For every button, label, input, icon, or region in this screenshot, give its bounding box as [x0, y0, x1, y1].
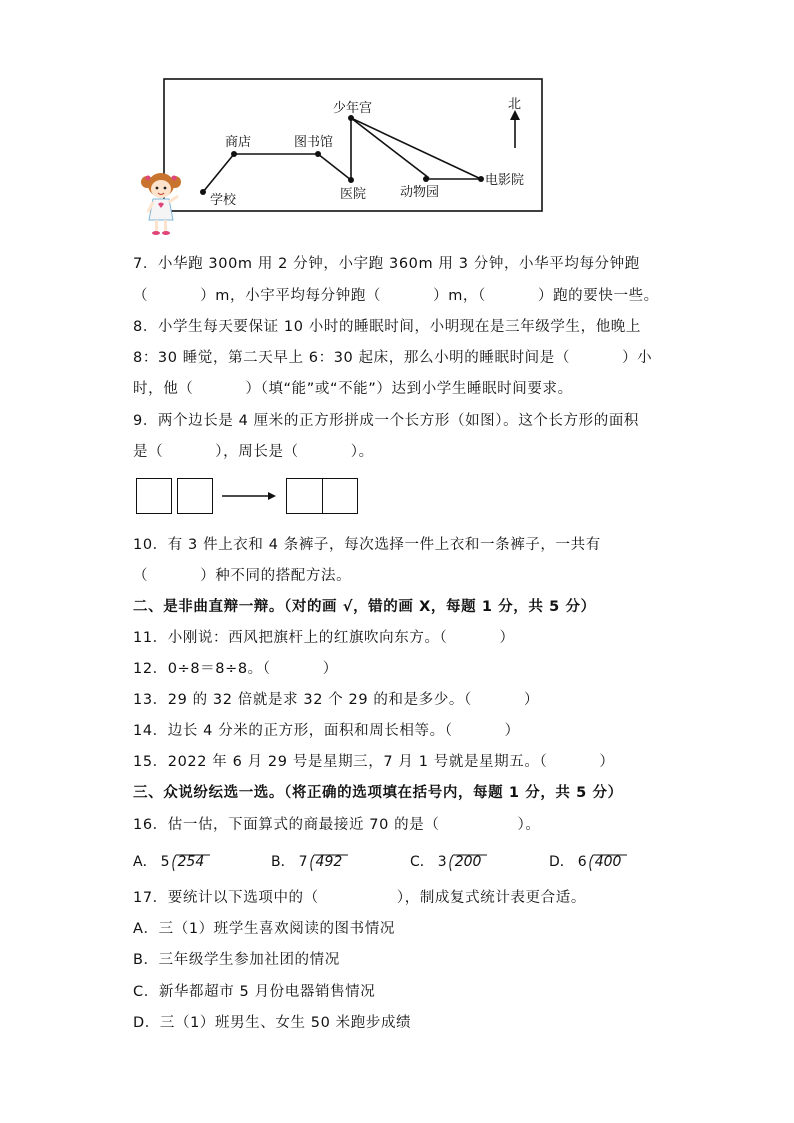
- q17-option-c: C．新华都超市 5 月份电器销售情况: [133, 984, 376, 1000]
- q16: 16．估一估，下面算式的商最接近 70 的是（ ）。: [133, 817, 541, 833]
- q13: 13．29 的 32 倍就是求 32 个 29 的和是多少。（ ）: [133, 692, 540, 708]
- label-zoo: 动物园: [400, 185, 440, 200]
- route-map: [130, 78, 550, 238]
- q17-option-a: A．三（1）班学生喜欢阅读的图书情况: [133, 921, 395, 937]
- q16-option-a: A． 5 254: [133, 854, 205, 870]
- square-left: [136, 478, 172, 514]
- q12: 12．0÷8＝8÷8。（ ）: [133, 661, 338, 677]
- q17-option-b: B．三年级学生参加社团的情况: [133, 952, 340, 968]
- zoo-dot: [423, 176, 429, 182]
- arrow-right-icon: [222, 488, 278, 504]
- q17-option-d: D．三（1）班男生、女生 50 米跑步成绩: [133, 1015, 412, 1031]
- q16-option-d: D． 6 400: [549, 854, 622, 870]
- q8-line1: 8．小学生每天要保证 10 小时的睡眠时间，小明现在是三年级学生，他晚上: [133, 319, 641, 335]
- cinema-dot: [478, 176, 484, 182]
- q16-option-b: B． 7 492: [271, 854, 343, 870]
- q8-line3: 时，他（ ）（填“能”或“不能”）达到小学生睡眠时间要求。: [133, 381, 573, 397]
- section2-title: 二、是非曲直辩一辩。（对的画 √，错的画 X，每题 1 分，共 5 分）: [133, 599, 596, 615]
- school-dot: [200, 189, 206, 195]
- label-shop: 商店: [225, 135, 252, 150]
- shop-dot: [231, 151, 237, 157]
- rectangle-divider: [322, 478, 323, 514]
- hospital-dot: [348, 177, 354, 183]
- label-youth-palace: 少年宫: [333, 101, 373, 116]
- q10-line2: （ ）种不同的搭配方法。: [133, 568, 352, 584]
- q7-line2: （ ）m，小宇平均每分钟跑（ ）m，（ ）跑的要快一些。: [133, 288, 659, 304]
- label-hospital: 医院: [340, 187, 367, 202]
- q14: 14．边长 4 分米的正方形，面积和周长相等。（ ）: [133, 723, 520, 739]
- label-school: 学校: [210, 193, 237, 208]
- q9-line2: 是（ ），周长是（ ）。: [133, 444, 374, 460]
- q16-option-c: C． 3 200: [410, 854, 482, 870]
- label-north: 北: [508, 97, 522, 112]
- q10-line1: 10．有 3 件上衣和 4 条裤子，每次选择一件上衣和一条裤子，一共有: [133, 537, 601, 553]
- section3-title: 三、众说纷纭选一选。（将正确的选项填在括号内，每题 1 分，共 5 分）: [133, 785, 623, 801]
- q9-line1: 9．两个边长是 4 厘米的正方形拼成一个长方形（如图）。这个长方形的面积: [133, 413, 640, 429]
- q8-line2: 8：30 睡觉，第二天早上 6：30 起床，那么小明的睡眠时间是（ ）小: [133, 350, 653, 366]
- square-right: [177, 478, 213, 514]
- girl-illustration: [140, 168, 182, 238]
- library-dot: [315, 151, 321, 157]
- q11: 11．小刚说：西风把旗杆上的红旗吹向东方。（ ）: [133, 630, 515, 646]
- q7-line1: 7．小华跑 300m 用 2 分钟，小宇跑 360m 用 3 分钟，小华平均每分钟跑: [133, 256, 640, 272]
- q17: 17．要统计以下选项中的（ ），制成复式统计表更合适。: [133, 890, 586, 906]
- q15: 15．2022 年 6 月 29 号是星期三，7 月 1 号就是星期五。（ ）: [133, 754, 615, 770]
- label-cinema: 电影院: [485, 173, 525, 188]
- label-library: 图书馆: [294, 135, 334, 150]
